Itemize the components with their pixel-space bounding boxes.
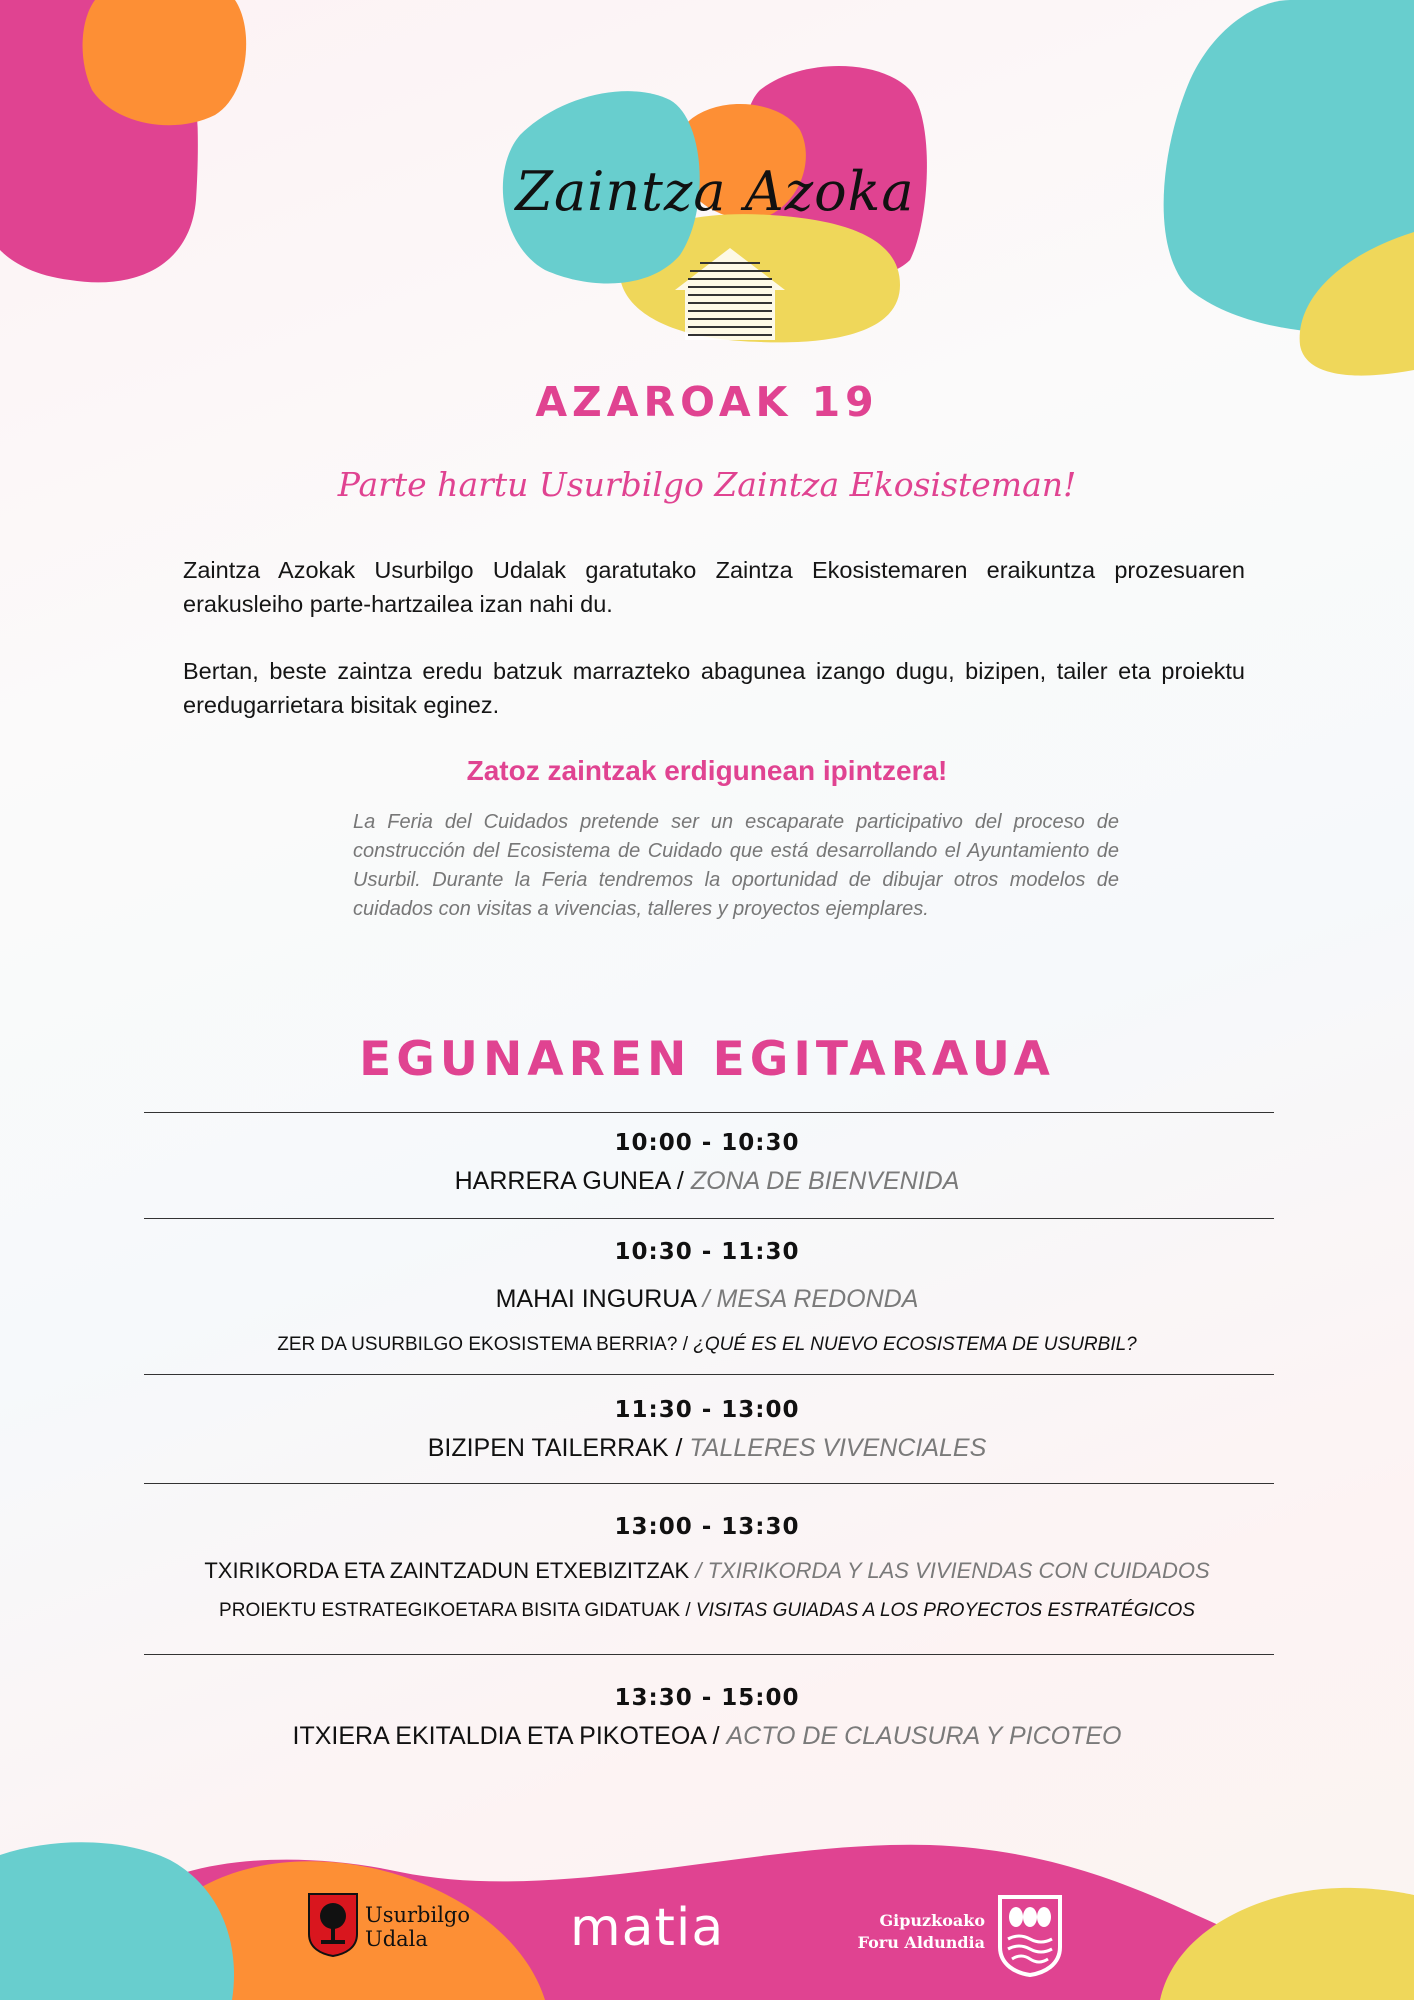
intro-paragraph-1: Zaintza Azokak Usurbilgo Udalak garatutako Zaintza Ekosistemaren eraikuntza prozesuaren erakusleiho parte-hartzailea izan nahi du. — [183, 557, 1245, 617]
divider — [144, 1483, 1274, 1484]
slot-subtitle — [0, 1334, 1414, 1356]
logo-title: Zaintza Azoka — [515, 160, 915, 223]
slot-activity — [0, 1434, 1414, 1463]
activity-es: MESA REDONDA — [716, 1285, 919, 1313]
separator: / — [695, 1558, 702, 1583]
divider — [144, 1112, 1274, 1113]
gipuzkoa-line-1: Gipuzkoako — [879, 1911, 985, 1930]
event-tagline: Parte hartu Usurbilgo Zaintza Ekosisteman! — [337, 465, 1077, 504]
blob-bottom-left-teal — [0, 1842, 234, 2000]
usurbil-shield-icon — [305, 1890, 361, 1958]
activity-es: ZONA DE BIENVENIDA — [690, 1167, 960, 1195]
call-to-action: Zatoz zaintzak erdigunean ipintzera! — [466, 755, 948, 786]
activity-eu: HARRERA GUNEA — [454, 1167, 670, 1195]
separator: / — [676, 1167, 684, 1195]
spanish-summary: La Feria del Cuidados pretende ser un escaparate participativo del proceso de construcción del Ecosistema de Cuidado que está desarrollando el Ayuntamiento de Usurbil. Durante la Feria tendremos la oportunidad de dibujar otros modelos de cuidados con visitas a vivencias, talleres y proyectos ejemplares. — [353, 811, 1119, 920]
blob-bottom-right-yellow — [1160, 1888, 1414, 2000]
divider — [144, 1374, 1274, 1375]
divider — [144, 1218, 1274, 1219]
slot-subtitle — [0, 1600, 1414, 1622]
separator: / — [685, 1600, 691, 1621]
subtitle-es: VISITAS GUIADAS A LOS PROYECTOS ESTRATÉGICOS — [695, 1600, 1195, 1621]
matia-logo: matia — [570, 1898, 725, 1958]
separator: / — [702, 1285, 710, 1313]
slot-activity — [0, 1167, 1414, 1196]
subtitle-eu: PROIEKTU ESTRATEGIKOETARA BISITA GIDATUAK — [219, 1600, 681, 1621]
activity-eu: TXIRIKORDA ETA ZAINTZADUN ETXEBIZITZAK — [204, 1558, 690, 1583]
slot-time: 11:30 - 13:00 — [614, 1397, 800, 1423]
event-date: AZAROAK 19 — [535, 378, 879, 426]
slot-activity — [0, 1558, 1414, 1584]
activity-eu: ITXIERA EKITALDIA ETA PIKOTEOA — [292, 1722, 706, 1750]
gipuzkoa-line-2: Foru Aldundia — [857, 1933, 985, 1952]
subtitle-es: ¿QUÉ ES EL NUEVO ECOSISTEMA DE USURBIL? — [693, 1334, 1137, 1355]
subtitle-eu: ZER DA USURBILGO EKOSISTEMA BERRIA? — [277, 1334, 678, 1355]
usurbil-logo-text — [365, 1903, 470, 1951]
separator: / — [675, 1434, 683, 1462]
slot-activity — [0, 1285, 1414, 1314]
usurbil-line-1: Usurbilgo — [365, 1903, 470, 1927]
gipuzkoa-logo-text — [855, 1910, 985, 1954]
separator: / — [712, 1722, 720, 1750]
gipuzkoa-shield-icon — [996, 1893, 1064, 1977]
divider — [144, 1654, 1274, 1655]
slot-time: 13:00 - 13:30 — [614, 1514, 800, 1540]
activity-eu: MAHAI INGURUA — [495, 1285, 696, 1313]
intro-paragraph-2: Bertan, beste zaintza eredu batzuk marrazteko abagunea izango dugu, bizipen, tailer eta proiektu eredugarrietara bisitak eginez. — [183, 658, 1245, 718]
activity-es: TXIRIKORDA Y LAS VIVIENDAS CON CUIDADOS — [707, 1558, 1210, 1583]
separator: / — [682, 1334, 688, 1355]
activity-eu: BIZIPEN TAILERRAK — [427, 1434, 669, 1462]
slot-time: 13:30 - 15:00 — [614, 1685, 800, 1711]
usurbil-line-2: Udala — [365, 1927, 428, 1951]
slot-activity — [0, 1722, 1414, 1751]
slot-time: 10:30 - 11:30 — [614, 1239, 800, 1265]
program-title: EGUNAREN EGITARAUA — [359, 1032, 1055, 1087]
activity-es: ACTO DE CLAUSURA Y PICOTEO — [726, 1722, 1122, 1750]
slot-time: 10:00 - 10:30 — [614, 1130, 800, 1156]
activity-es: TALLERES VIVENCIALES — [689, 1434, 987, 1462]
